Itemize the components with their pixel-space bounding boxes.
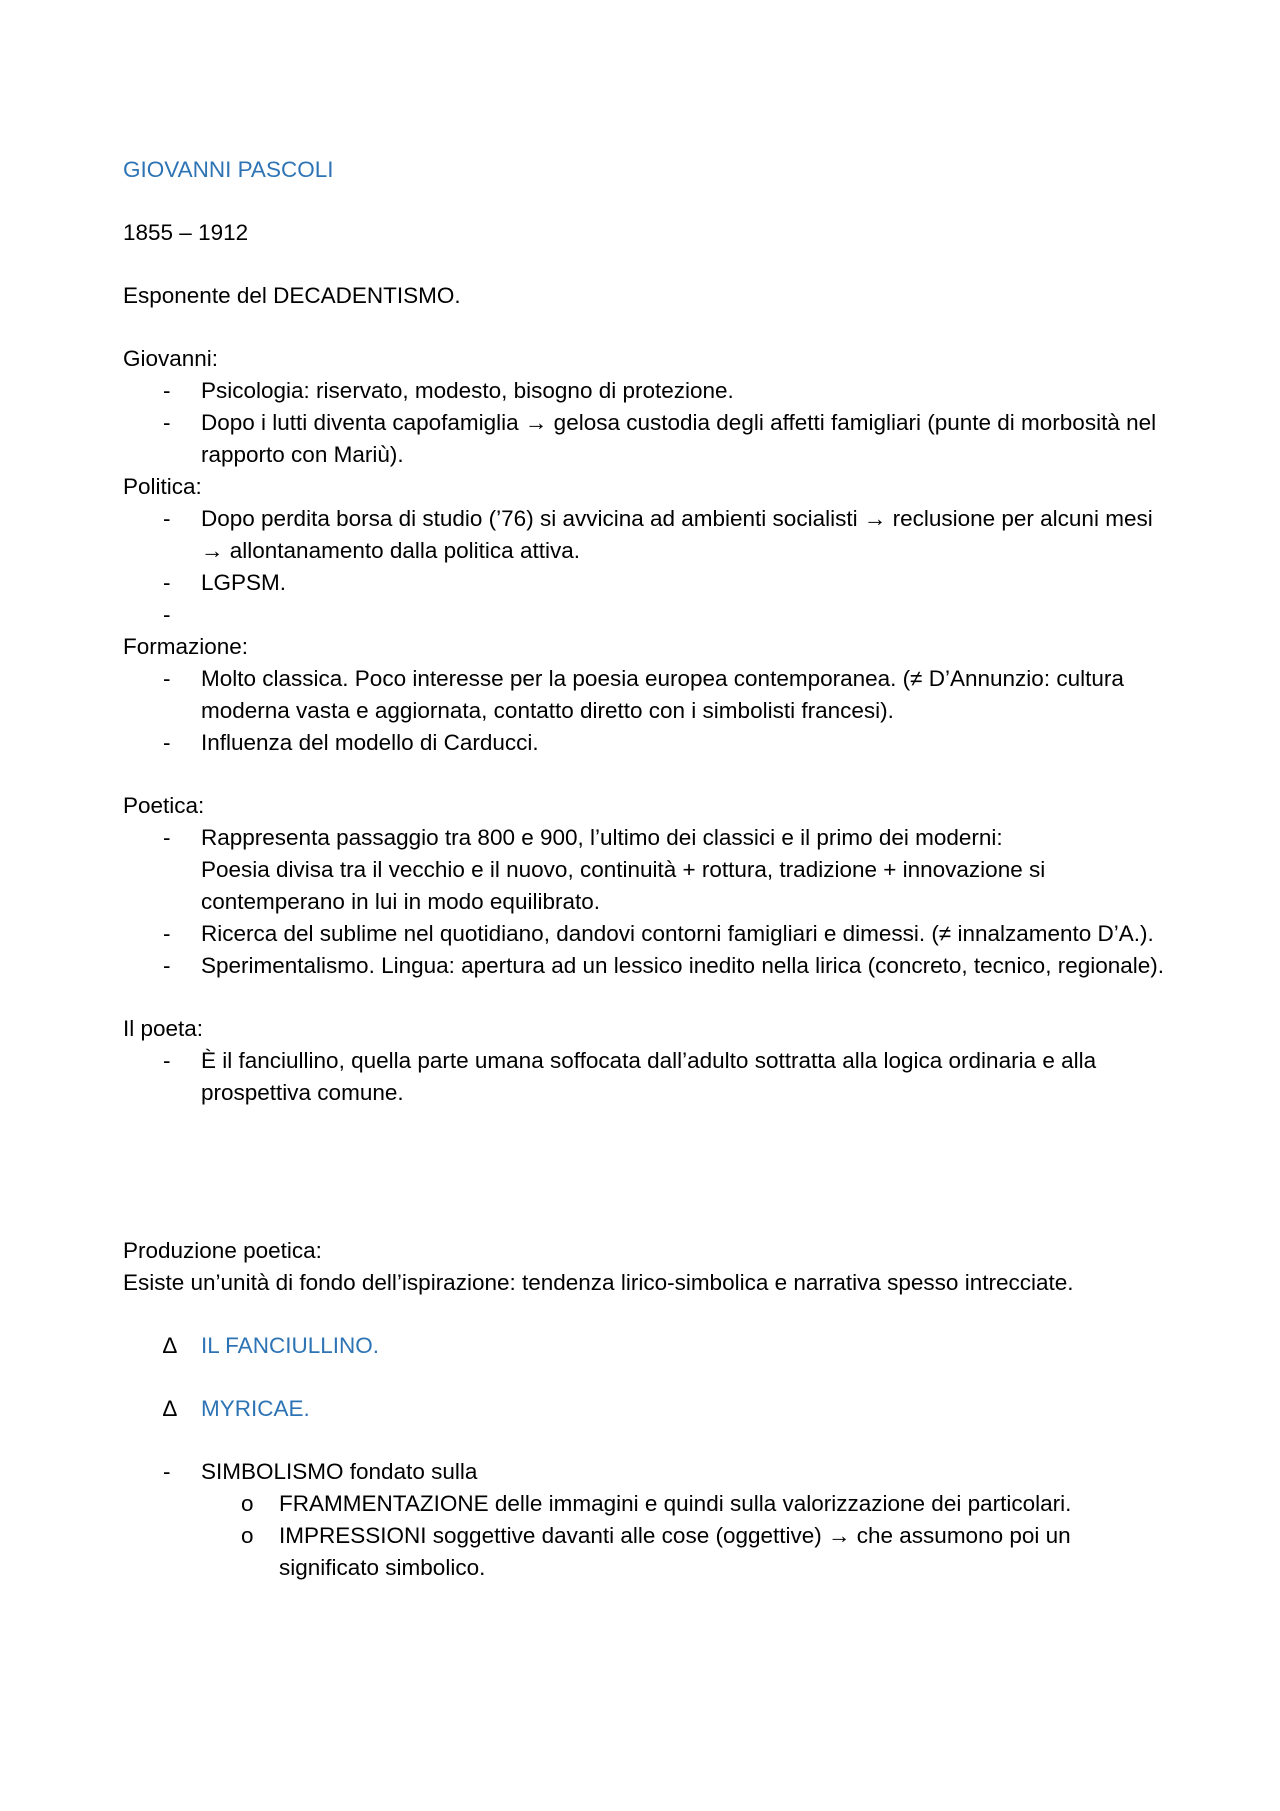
list-item: - Dopo i lutti diventa capofamiglia → gelosa custodia degli affetti famigliari (punte di morbosità nel rapporto con Mariù).	[123, 407, 1170, 471]
work-item-fanciullino: ∆ IL FANCIULLINO.	[123, 1330, 1170, 1362]
list-giovanni	[123, 375, 1170, 471]
dash-bullet: -	[163, 825, 171, 850]
dash-bullet: -	[163, 410, 171, 435]
list-item: - Sperimentalismo. Lingua: apertura ad un lessico inedito nella lirica (concreto, tecnico, regionale).	[123, 950, 1170, 982]
work-item-myricae: ∆ MYRICAE.	[123, 1393, 1170, 1425]
life-dates: 1855 – 1912	[123, 220, 249, 245]
sub-list-item: o IMPRESSIONI soggettive davanti alle cose (oggettive) → che assumono poi un significato simbolico.	[201, 1520, 1170, 1584]
list-item: - È il fanciullino, quella parte umana soffocata dall’adulto sottratta alla logica ordinaria e alla prospettiva comune.	[123, 1045, 1170, 1109]
dash-bullet: -	[163, 378, 171, 403]
list-item: - Molto classica. Poco interesse per la poesia europea contemporanea. (≠ D’Annunzio: cultura moderna vasta e aggiornata, contatto diretto con i simbolisti francesi).	[123, 663, 1170, 727]
dash-bullet: -	[163, 506, 171, 531]
list-item: - Rappresenta passaggio tra 800 e 900, l’ultimo dei classici e il primo dei moderni: Poesia divisa tra il vecchio e il nuovo, continuità + rottura, tradizione + innovazione si contemperano in lui in modo equilibrato.	[123, 822, 1170, 918]
delta-icon: ∆	[163, 1396, 177, 1421]
list-item: - Ricerca del sublime nel quotidiano, dandovi contorni famigliari e dimessi. (≠ innalzamento D’A.).	[123, 918, 1170, 950]
sub-list-item: o FRAMMENTAZIONE delle immagini e quindi sulla valorizzazione dei particolari.	[201, 1488, 1170, 1520]
intro-line: Esponente del DECADENTISMO.	[123, 283, 461, 308]
section-heading-giovanni: Giovanni:	[123, 346, 219, 371]
section-heading-produzione: Produzione poetica:	[123, 1238, 322, 1263]
dash-bullet: -	[163, 730, 171, 755]
dash-bullet: -	[163, 1459, 171, 1484]
dash-bullet: -	[163, 570, 171, 595]
list-item: - Psicologia: riservato, modesto, bisogno di protezione.	[123, 375, 1170, 407]
list-poeta	[123, 1045, 1170, 1109]
list-politica	[123, 503, 1170, 631]
works-list	[123, 1393, 1170, 1425]
produzione-text: Esiste un’unità di fondo dell’ispirazione: tendenza lirico-simbolica e narrativa spesso intrecciate.	[123, 1270, 1074, 1295]
dash-bullet: -	[163, 921, 171, 946]
section-heading-poetica: Poetica:	[123, 793, 205, 818]
section-heading-formazione: Formazione:	[123, 634, 249, 659]
circle-bullet: o	[241, 1491, 254, 1516]
list-simbolismo	[123, 1456, 1170, 1584]
section-heading-poeta: Il poeta:	[123, 1016, 204, 1041]
dash-bullet: -	[163, 953, 171, 978]
list-poetica	[123, 822, 1170, 982]
works-list	[123, 1330, 1170, 1362]
dash-bullet: -	[163, 602, 171, 627]
list-item: - Dopo perdita borsa di studio (’76) si avvicina ad ambienti socialisti → reclusione per alcuni mesi → allontanamento dalla politica attiva.	[123, 503, 1170, 567]
list-formazione	[123, 663, 1170, 759]
section-heading-politica: Politica:	[123, 474, 202, 499]
sublist-simbolismo	[201, 1488, 1170, 1584]
list-item-empty	[123, 599, 1170, 631]
list-item: - SIMBOLISMO fondato sulla o FRAMMENTAZIONE delle immagini e quindi sulla valorizzazione dei particolari. o IMPRESSIONI soggettive davanti alle cose (oggettive) → che assumono poi un significato simbolico.	[123, 1456, 1170, 1584]
dash-bullet: -	[163, 666, 171, 691]
dash-bullet: -	[163, 1048, 171, 1073]
circle-bullet: o	[241, 1523, 254, 1548]
delta-icon: ∆	[163, 1333, 177, 1358]
list-item: - Influenza del modello di Carducci.	[123, 727, 1170, 759]
document-title: GIOVANNI PASCOLI	[123, 157, 334, 182]
list-item: - LGPSM.	[123, 567, 1170, 599]
